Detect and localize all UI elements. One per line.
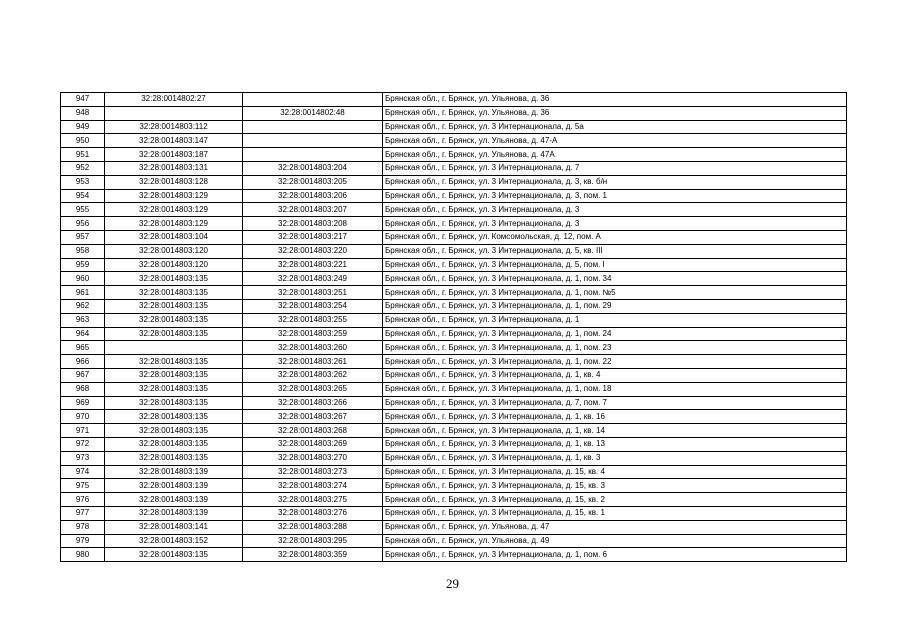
address-cell: Брянская обл., г. Брянск, ул. 3 Интернационала, д. 5, пом. I [383,258,847,272]
cadastral-number-cell: 32:28:0014803:217 [243,230,383,244]
cadastral-number-cell: 32:28:0014803:206 [243,189,383,203]
cadastral-number-cell: 32:28:0014803:205 [243,175,383,189]
row-number-cell: 961 [61,286,105,300]
parent-cadastral-number-cell: 32:28:0014802:27 [105,93,243,107]
table-row [61,286,847,300]
row-number-cell: 965 [61,341,105,355]
address-cell: Брянская обл., г. Брянск, ул. 3 Интернационала, д. 1, пом. 34 [383,272,847,286]
address-cell: Брянская обл., г. Брянск, ул. 3 Интернационала, д. 15, кв. 2 [383,493,847,507]
parent-cadastral-number-cell: 32:28:0014803:139 [105,493,243,507]
row-number-cell: 966 [61,355,105,369]
row-number-cell: 964 [61,327,105,341]
parent-cadastral-number-cell: 32:28:0014803:139 [105,479,243,493]
cadastral-number-cell: 32:28:0014803:254 [243,299,383,313]
table-row [61,175,847,189]
row-number-cell: 968 [61,382,105,396]
address-cell: Брянская обл., г. Брянск, ул. 3 Интернационала, д. 1, пом. 22 [383,355,847,369]
row-number-cell: 978 [61,520,105,534]
cadastral-number-cell: 32:28:0014803:208 [243,217,383,231]
parent-cadastral-number-cell: 32:28:0014803:131 [105,161,243,175]
address-cell: Брянская обл., г. Брянск, ул. 3 Интернационала, д. 1, пом. №5 [383,286,847,300]
parent-cadastral-number-cell: 32:28:0014803:135 [105,548,243,562]
parent-cadastral-number-cell: 32:28:0014803:135 [105,437,243,451]
cadastral-number-cell: 32:28:0014803:273 [243,465,383,479]
address-cell: Брянская обл., г. Брянск, ул. Ульянова, д. 47-А [383,134,847,148]
table-row [61,493,847,507]
table-row [61,396,847,410]
table-row [61,148,847,162]
cadastral-number-cell: 32:28:0014803:251 [243,286,383,300]
parent-cadastral-number-cell: 32:28:0014803:120 [105,244,243,258]
parent-cadastral-number-cell: 32:28:0014803:129 [105,217,243,231]
table-row [61,451,847,465]
table-row [61,534,847,548]
row-number-cell: 956 [61,217,105,231]
cadastral-number-cell: 32:28:0014803:265 [243,382,383,396]
parent-cadastral-number-cell: 32:28:0014803:135 [105,368,243,382]
cadastral-number-cell: 32:28:0014803:260 [243,341,383,355]
parent-cadastral-number-cell: 32:28:0014803:139 [105,506,243,520]
address-cell: Брянская обл., г. Брянск, ул. Ульянова, д. 47 [383,520,847,534]
table-row [61,479,847,493]
parent-cadastral-number-cell: 32:28:0014803:120 [105,258,243,272]
address-cell: Брянская обл., г. Брянск, ул. 3 Интернационала, д. 15, кв. 1 [383,506,847,520]
table-row [61,93,847,107]
table-row [61,106,847,120]
cadastral-number-cell [243,120,383,134]
row-number-cell: 960 [61,272,105,286]
cadastral-number-cell: 32:28:0014803:207 [243,203,383,217]
address-cell: Брянская обл., г. Брянск, ул. 3 Интернационала, д. 1, кв. 3 [383,451,847,465]
row-number-cell: 950 [61,134,105,148]
table-row [61,272,847,286]
table-row [61,341,847,355]
address-cell: Брянская обл., г. Брянск, ул. 3 Интернационала, д. 3 [383,203,847,217]
cadastral-number-cell [243,134,383,148]
cadastral-table [60,92,847,562]
table-row [61,189,847,203]
row-number-cell: 971 [61,424,105,438]
table-row [61,520,847,534]
parent-cadastral-number-cell: 32:28:0014803:129 [105,189,243,203]
address-cell: Брянская обл., г. Брянск, ул. 3 Интернационала, д. 1, кв. 14 [383,424,847,438]
parent-cadastral-number-cell: 32:28:0014803:104 [105,230,243,244]
address-cell: Брянская обл., г. Брянск, ул. Комсомольская, д. 12, пом. А [383,230,847,244]
cadastral-number-cell: 32:28:0014803:267 [243,410,383,424]
row-number-cell: 948 [61,106,105,120]
cadastral-number-cell: 32:28:0014803:268 [243,424,383,438]
row-number-cell: 952 [61,161,105,175]
address-cell: Брянская обл., г. Брянск, ул. Ульянова, д. 49 [383,534,847,548]
row-number-cell: 962 [61,299,105,313]
cadastral-number-cell: 32:28:0014803:262 [243,368,383,382]
table-row [61,134,847,148]
cadastral-number-cell: 32:28:0014803:276 [243,506,383,520]
table-row [61,258,847,272]
row-number-cell: 976 [61,493,105,507]
table-row [61,327,847,341]
cadastral-number-cell: 32:28:0014803:261 [243,355,383,369]
table-row [61,244,847,258]
parent-cadastral-number-cell: 32:28:0014803:139 [105,465,243,479]
table-row [61,424,847,438]
parent-cadastral-number-cell: 32:28:0014803:135 [105,396,243,410]
page-number: 29 [446,576,459,591]
address-cell: Брянская обл., г. Брянск, ул. 3 Интернационала, д. 5, кв. III [383,244,847,258]
address-cell: Брянская обл., г. Брянск, ул. 3 Интернационала, д. 1 [383,313,847,327]
parent-cadastral-number-cell [105,341,243,355]
parent-cadastral-number-cell: 32:28:0014803:141 [105,520,243,534]
table-row [61,548,847,562]
row-number-cell: 963 [61,313,105,327]
cadastral-number-cell: 32:28:0014803:288 [243,520,383,534]
parent-cadastral-number-cell: 32:28:0014803:135 [105,355,243,369]
cadastral-number-cell: 32:28:0014803:270 [243,451,383,465]
parent-cadastral-number-cell: 32:28:0014803:147 [105,134,243,148]
table-row [61,299,847,313]
address-cell: Брянская обл., г. Брянск, ул. 3 Интернационала, д. 1, кв. 13 [383,437,847,451]
cadastral-number-cell: 32:28:0014803:266 [243,396,383,410]
address-cell: Брянская обл., г. Брянск, ул. Ульянова, д. 36 [383,93,847,107]
cadastral-number-cell: 32:28:0014803:221 [243,258,383,272]
row-number-cell: 979 [61,534,105,548]
cadastral-number-cell: 32:28:0014803:275 [243,493,383,507]
row-number-cell: 972 [61,437,105,451]
cadastral-number-cell [243,148,383,162]
table-row [61,437,847,451]
parent-cadastral-number-cell: 32:28:0014803:128 [105,175,243,189]
cadastral-number-cell: 32:28:0014803:255 [243,313,383,327]
table-row [61,230,847,244]
table-row [61,465,847,479]
address-cell: Брянская обл., г. Брянск, ул. 3 Интернационала, д. 1, кв. 16 [383,410,847,424]
table-row [61,161,847,175]
cadastral-number-cell: 32:28:0014802:48 [243,106,383,120]
parent-cadastral-number-cell: 32:28:0014803:135 [105,313,243,327]
row-number-cell: 974 [61,465,105,479]
address-cell: Брянская обл., г. Брянск, ул. 3 Интернационала, д. 1, кв. 4 [383,368,847,382]
parent-cadastral-number-cell: 32:28:0014803:135 [105,327,243,341]
row-number-cell: 951 [61,148,105,162]
row-number-cell: 969 [61,396,105,410]
parent-cadastral-number-cell: 32:28:0014803:152 [105,534,243,548]
address-cell: Брянская обл., г. Брянск, ул. Ульянова, д. 36 [383,106,847,120]
row-number-cell: 953 [61,175,105,189]
cadastral-number-cell: 32:28:0014803:259 [243,327,383,341]
address-cell: Брянская обл., г. Брянск, ул. 3 Интернационала, д. 3, кв. б/н [383,175,847,189]
cadastral-number-cell: 32:28:0014803:274 [243,479,383,493]
address-cell: Брянская обл., г. Брянск, ул. 3 Интернационала, д. 3 [383,217,847,231]
table-row [61,313,847,327]
table-row [61,506,847,520]
cadastral-number-cell: 32:28:0014803:269 [243,437,383,451]
cadastral-number-cell: 32:28:0014803:220 [243,244,383,258]
address-cell: Брянская обл., г. Брянск, ул. 3 Интернационала, д. 1, пом. 18 [383,382,847,396]
address-cell: Брянская обл., г. Брянск, ул. 3 Интернационала, д. 5а [383,120,847,134]
table-row [61,120,847,134]
row-number-cell: 973 [61,451,105,465]
address-cell: Брянская обл., г. Брянск, ул. 3 Интернационала, д. 7 [383,161,847,175]
address-cell: Брянская обл., г. Брянск, ул. 3 Интернационала, д. 7, пом. 7 [383,396,847,410]
cadastral-number-cell [243,93,383,107]
table-row [61,203,847,217]
row-number-cell: 977 [61,506,105,520]
table-row [61,217,847,231]
parent-cadastral-number-cell: 32:28:0014803:135 [105,424,243,438]
address-cell: Брянская обл., г. Брянск, ул. 3 Интернационала, д. 1, пом. 23 [383,341,847,355]
parent-cadastral-number-cell: 32:28:0014803:135 [105,451,243,465]
address-cell: Брянская обл., г. Брянск, ул. 3 Интернационала, д. 1, пом. 24 [383,327,847,341]
parent-cadastral-number-cell: 32:28:0014803:135 [105,272,243,286]
parent-cadastral-number-cell [105,106,243,120]
row-number-cell: 958 [61,244,105,258]
parent-cadastral-number-cell: 32:28:0014803:187 [105,148,243,162]
table-row [61,410,847,424]
parent-cadastral-number-cell: 32:28:0014803:135 [105,286,243,300]
parent-cadastral-number-cell: 32:28:0014803:129 [105,203,243,217]
row-number-cell: 959 [61,258,105,272]
cadastral-number-cell: 32:28:0014803:204 [243,161,383,175]
row-number-cell: 980 [61,548,105,562]
row-number-cell: 954 [61,189,105,203]
address-cell: Брянская обл., г. Брянск, ул. 3 Интернационала, д. 1, пом. 29 [383,299,847,313]
row-number-cell: 957 [61,230,105,244]
address-cell: Брянская обл., г. Брянск, ул. 3 Интернационала, д. 15, кв. 4 [383,465,847,479]
cadastral-number-cell: 32:28:0014803:295 [243,534,383,548]
cadastral-number-cell: 32:28:0014803:359 [243,548,383,562]
row-number-cell: 970 [61,410,105,424]
cadastral-number-cell: 32:28:0014803:249 [243,272,383,286]
row-number-cell: 947 [61,93,105,107]
parent-cadastral-number-cell: 32:28:0014803:112 [105,120,243,134]
address-cell: Брянская обл., г. Брянск, ул. Ульянова, д. 47А [383,148,847,162]
table-body [61,93,847,562]
row-number-cell: 955 [61,203,105,217]
table-row [61,368,847,382]
table-row [61,382,847,396]
parent-cadastral-number-cell: 32:28:0014803:135 [105,299,243,313]
table-row [61,355,847,369]
parent-cadastral-number-cell: 32:28:0014803:135 [105,410,243,424]
row-number-cell: 949 [61,120,105,134]
address-cell: Брянская обл., г. Брянск, ул. 3 Интернационала, д. 3, пом. 1 [383,189,847,203]
address-cell: Брянская обл., г. Брянск, ул. 3 Интернационала, д. 1, пом. 6 [383,548,847,562]
row-number-cell: 967 [61,368,105,382]
parent-cadastral-number-cell: 32:28:0014803:135 [105,382,243,396]
address-cell: Брянская обл., г. Брянск, ул. 3 Интернационала, д. 15, кв. 3 [383,479,847,493]
row-number-cell: 975 [61,479,105,493]
